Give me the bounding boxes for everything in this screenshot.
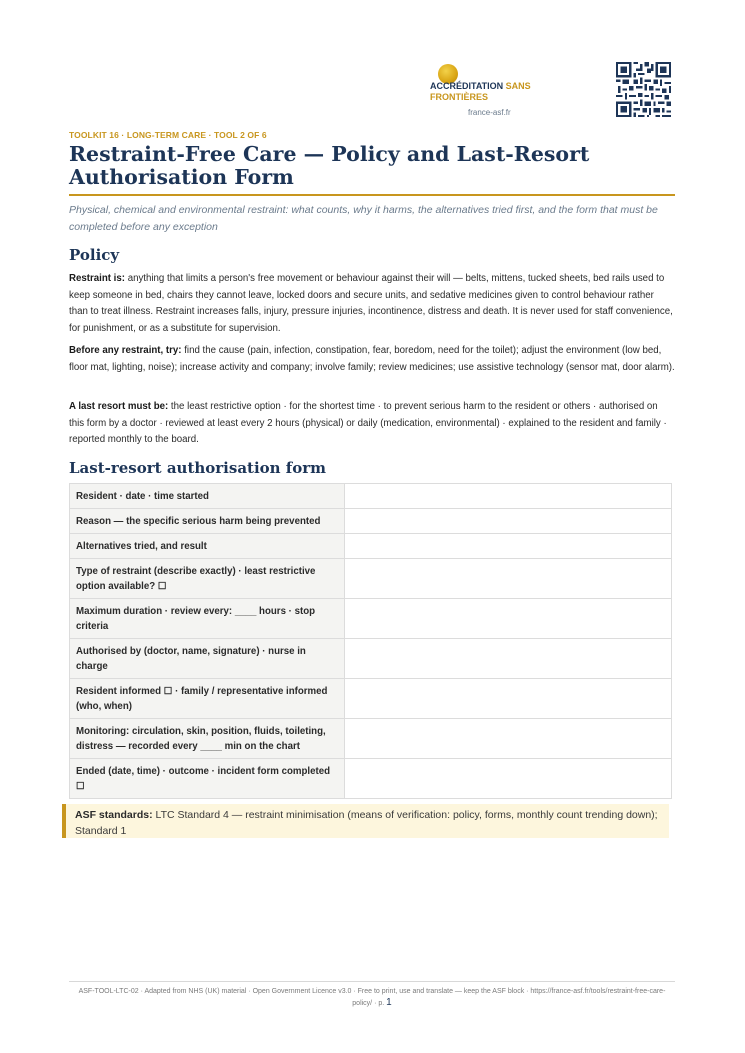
policy-heading: Policy bbox=[69, 246, 120, 264]
form-row-field[interactable] bbox=[345, 639, 672, 679]
policy-paragraph-last-resort bbox=[69, 399, 675, 449]
qr-code-icon bbox=[616, 62, 671, 117]
footer-divider bbox=[69, 981, 675, 982]
form-row-label: Resident · date · time started bbox=[70, 484, 345, 509]
brand-url[interactable]: france-asf.fr bbox=[468, 108, 511, 117]
form-row-label: Resident informed ☐ · family / representative informed (who, when) bbox=[70, 679, 345, 719]
title-divider bbox=[69, 194, 675, 196]
page-title: Restraint-Free Care — Policy and Last-Resort Authorisation Form bbox=[69, 142, 590, 189]
form-row bbox=[70, 639, 672, 679]
form-row-field[interactable] bbox=[345, 559, 672, 599]
policy-paragraph-alternatives bbox=[69, 343, 675, 376]
form-row bbox=[70, 484, 672, 509]
form-row-label: Maximum duration · review every: ____ hours · stop criteria bbox=[70, 599, 345, 639]
form-row-label: Monitoring: circulation, skin, position, fluids, toileting, distress — recorded every ____ min on the chart bbox=[70, 719, 345, 759]
form-row bbox=[70, 759, 672, 799]
form-row-field[interactable] bbox=[345, 534, 672, 559]
brand-name-part2: SANS FRONTIÈRES bbox=[430, 81, 531, 102]
form-row-label: Ended (date, time) · outcome · incident form completed ☐ bbox=[70, 759, 345, 799]
paragraph-text: the least restrictive option · for the shortest time · to prevent serious harm to the resident or others · authorised on this form by a doctor · reviewed at least every 2 hours (physical) or daily (medication, environmental) · explained to the resident and family · reported monthly to the board. bbox=[69, 401, 667, 446]
standards-callout bbox=[62, 804, 669, 838]
brand-name-part1: ACCRÉDITATION bbox=[430, 81, 506, 91]
form-row-label: Alternatives tried, and result bbox=[70, 534, 345, 559]
form-row-field[interactable] bbox=[345, 599, 672, 639]
brand-name bbox=[430, 81, 590, 103]
form-row-label: Authorised by (doctor, name, signature) · nurse in charge bbox=[70, 639, 345, 679]
page-footer bbox=[69, 986, 675, 1009]
paragraph-lead: A last resort must be: bbox=[69, 401, 169, 412]
form-row bbox=[70, 599, 672, 639]
paragraph-lead: Before any restraint, try: bbox=[69, 345, 182, 356]
policy-paragraph-restraint bbox=[69, 271, 675, 338]
form-row-field[interactable] bbox=[345, 719, 672, 759]
form-row-label: Type of restraint (describe exactly) · least restrictive option available? ☐ bbox=[70, 559, 345, 599]
standards-text: LTC Standard 4 — restraint minimisation (means of verification: policy, forms, monthly count trending down); Standard 1 bbox=[75, 809, 658, 837]
authorisation-form-table bbox=[69, 483, 672, 799]
page-number: 1 bbox=[386, 997, 392, 1008]
toolkit-label: TOOLKIT 16 · LONG-TERM CARE · TOOL 2 OF 6 bbox=[69, 130, 267, 140]
form-row-label: Reason — the specific serious harm being prevented bbox=[70, 509, 345, 534]
form-row-field[interactable] bbox=[345, 679, 672, 719]
paragraph-lead: Restraint is: bbox=[69, 273, 125, 284]
page-subtitle: Physical, chemical and environmental restraint: what counts, why it harms, the alternatives tried first, and the form that must be completed before any exception bbox=[69, 204, 658, 233]
standards-lead: ASF standards: bbox=[75, 809, 153, 821]
form-row-field[interactable] bbox=[345, 484, 672, 509]
form-row bbox=[70, 534, 672, 559]
form-row-field[interactable] bbox=[345, 759, 672, 799]
form-heading: Last-resort authorisation form bbox=[69, 459, 327, 477]
form-row bbox=[70, 719, 672, 759]
form-row bbox=[70, 679, 672, 719]
footer-text: ASF-TOOL-LTC-02 · Adapted from NHS (UK) material · Open Government Licence v3.0 · Free to print, use and translate — keep the ASF block · https://france-asf.fr/tools/restraint-free-care-policy/ · p. bbox=[78, 988, 666, 1007]
form-row bbox=[70, 559, 672, 599]
form-row bbox=[70, 509, 672, 534]
paragraph-text: find the cause (pain, infection, constipation, fear, boredom, need for the toilet); adjust the environment (low bed, floor mat, lighting, noise); increase activity and company; involve family; review medicines; use assistive technology (sensor mat, door alarm). bbox=[69, 345, 675, 373]
form-row-field[interactable] bbox=[345, 509, 672, 534]
paragraph-text: anything that limits a person's free movement or behaviour against their will — belts, mittens, tucked sheets, bed rails used to keep someone in bed, chairs they cannot leave, locked doors and secure units, and sedative medicines given to control behaviour rather than to treat illness. Restraint increases falls, injury, pressure injuries, incontinence, distress and death. It is never used for staff convenience, for punishment, or as a substitute for supervision. bbox=[69, 273, 673, 335]
